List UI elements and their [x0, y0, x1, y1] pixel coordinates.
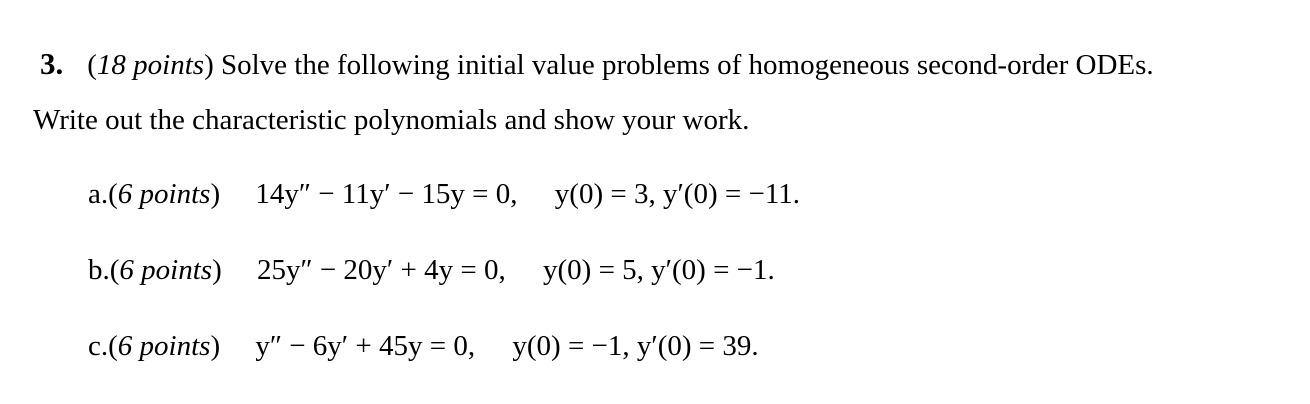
part-c	[88, 326, 759, 366]
problem-intro-line2: Write out the characteristic polynomials and show your work.	[33, 104, 750, 136]
problem-intro-line1: Solve the following initial value problems of homogeneous second-order ODEs.	[221, 49, 1154, 81]
problem-number: 3.	[40, 46, 64, 81]
problem-header-line	[40, 44, 1154, 85]
part-a-letter: a.	[88, 178, 109, 210]
problem-points: 18 points	[96, 49, 205, 81]
part-b-conditions: y(0) = 5, y′(0) = −1.	[543, 254, 775, 286]
part-a-conditions: y(0) = 3, y′(0) = −11.	[554, 178, 801, 210]
part-a	[88, 174, 800, 214]
part-c-points: 6 points	[117, 330, 211, 362]
part-b-points: 6 points	[119, 254, 213, 286]
part-a-points: 6 points	[117, 178, 211, 210]
points-open-paren: (	[87, 49, 97, 81]
part-a-label: a.(6 points)	[88, 178, 221, 210]
part-b-label: b.(6 points)	[88, 254, 222, 286]
part-b-letter: b.	[88, 254, 110, 286]
part-a-equation: 14y″ − 11y′ − 15y = 0,	[255, 178, 518, 210]
points-close-paren: )	[204, 49, 214, 81]
part-c-conditions: y(0) = −1, y′(0) = 39.	[512, 330, 759, 362]
part-c-equation: y″ − 6y′ + 45y = 0,	[255, 330, 476, 362]
part-b	[88, 250, 775, 290]
part-c-letter: c.	[88, 330, 109, 362]
part-b-equation: 25y″ − 20y′ + 4y = 0,	[257, 254, 506, 286]
part-c-label: c.(6 points)	[88, 330, 221, 362]
